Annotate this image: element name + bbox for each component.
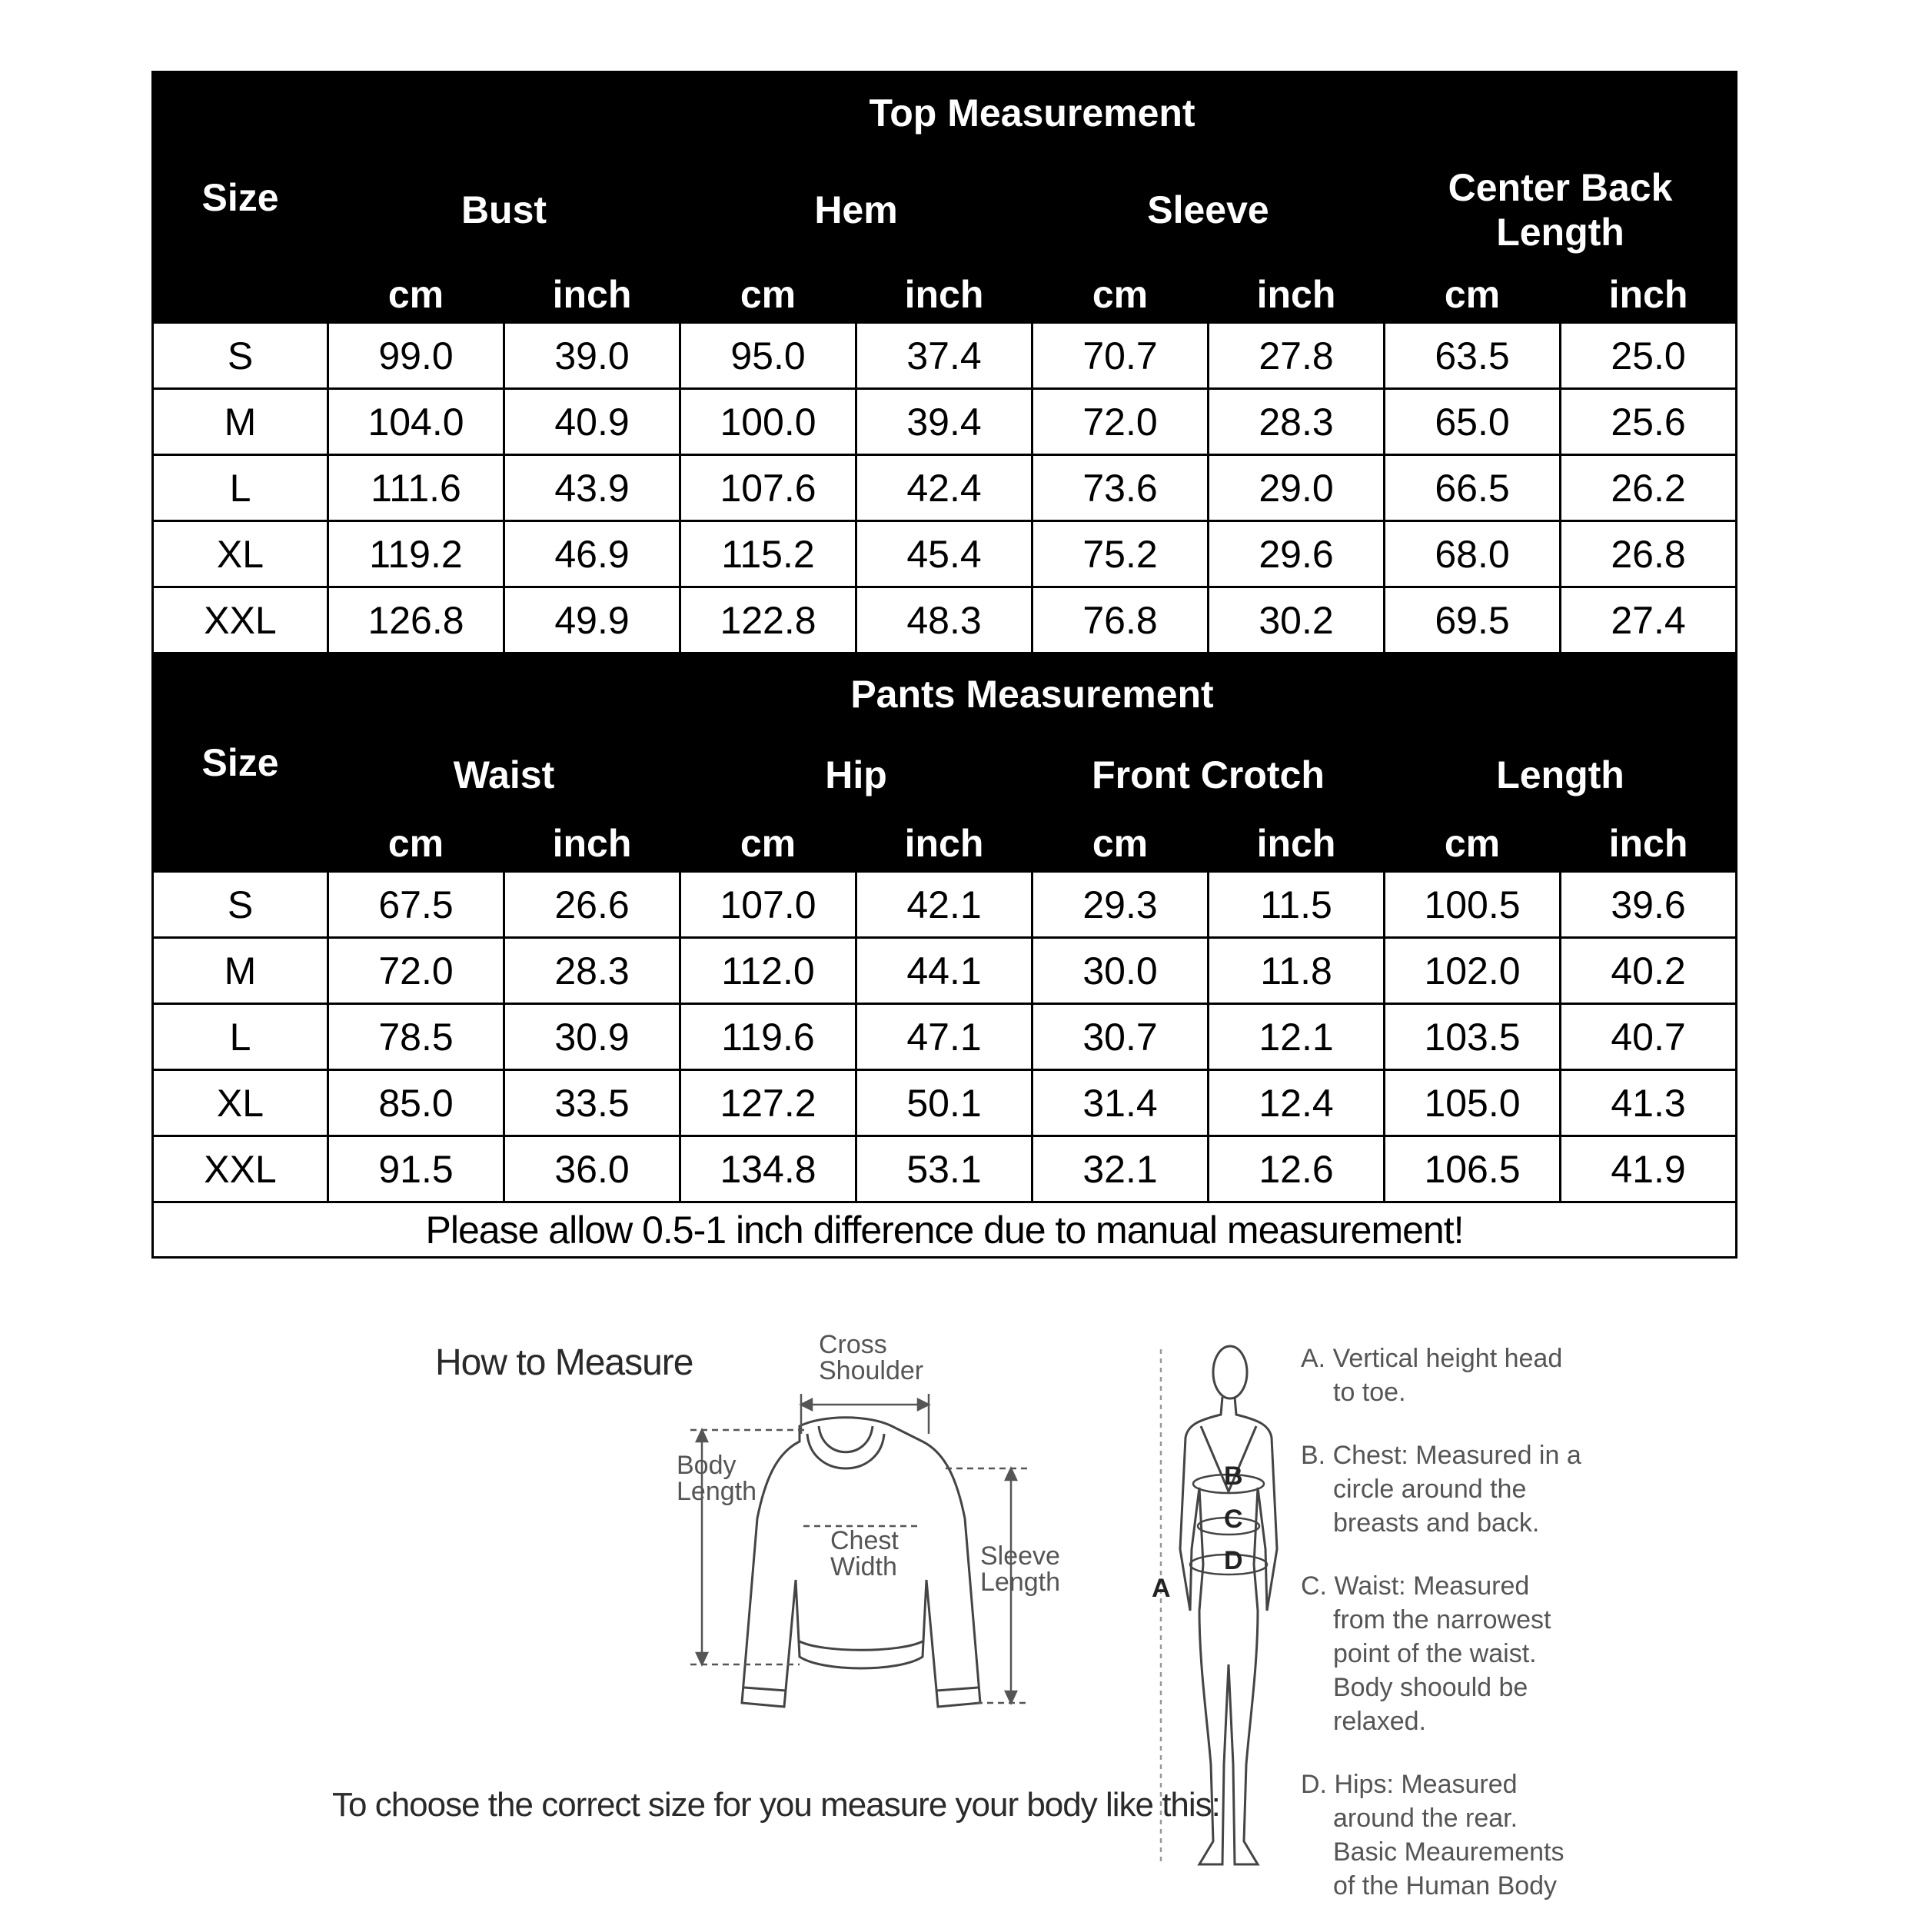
unit-header: inch <box>1561 266 1737 323</box>
note-first-line: C. Waist: Measured <box>1301 1571 1530 1601</box>
sleeve-length-label: Sleeve Length <box>980 1541 1060 1597</box>
measurement-notes <box>1301 1342 1608 1932</box>
size-cell: S <box>153 323 328 389</box>
table-row <box>153 872 1737 938</box>
value-cell: 119.6 <box>680 1004 856 1070</box>
unit-header: cm <box>680 815 856 872</box>
value-cell: 30.2 <box>1209 587 1385 653</box>
group-header-hip: Hip <box>680 735 1032 815</box>
figure-label-a: A <box>1152 1574 1171 1603</box>
group-header-front-crotch: Front Crotch <box>1032 735 1385 815</box>
note-line: from the narrowest <box>1333 1605 1551 1634</box>
value-cell: 28.3 <box>1209 389 1385 455</box>
value-cell: 95.0 <box>680 323 856 389</box>
measurement-note-item <box>1301 1767 1608 1903</box>
value-cell: 11.8 <box>1209 938 1385 1004</box>
pants-size-header: Size <box>153 653 328 872</box>
figure-label-d: D <box>1224 1546 1243 1575</box>
note-line: Body shoould be <box>1333 1673 1528 1702</box>
group-header-center-back-length: Center Back Length <box>1385 154 1737 266</box>
value-cell: 42.1 <box>856 872 1032 938</box>
value-cell: 75.2 <box>1032 521 1209 587</box>
top-size-header: Size <box>153 72 328 323</box>
unit-header: cm <box>328 266 504 323</box>
value-cell: 68.0 <box>1385 521 1561 587</box>
value-cell: 100.5 <box>1385 872 1561 938</box>
value-cell: 28.3 <box>504 938 680 1004</box>
value-cell: 67.5 <box>328 872 504 938</box>
size-chart-table <box>151 71 1737 1259</box>
note-line: breasts and back. <box>1333 1508 1540 1538</box>
value-cell: 31.4 <box>1032 1070 1209 1136</box>
group-header-waist: Waist <box>328 735 680 815</box>
note-line: circle around the <box>1333 1475 1527 1504</box>
pants-measurement-section <box>153 653 1737 872</box>
value-cell: 111.6 <box>328 455 504 521</box>
unit-header: inch <box>504 266 680 323</box>
note-first-line: D. Hips: Measured <box>1301 1770 1518 1799</box>
value-cell: 122.8 <box>680 587 856 653</box>
value-cell: 33.5 <box>504 1070 680 1136</box>
measurement-note: Please allow 0.5-1 inch difference due to manual measurement! <box>153 1202 1737 1258</box>
value-cell: 29.0 <box>1209 455 1385 521</box>
value-cell: 53.1 <box>856 1136 1032 1202</box>
size-cell: M <box>153 938 328 1004</box>
pants-data-rows <box>153 872 1737 1202</box>
table-row <box>153 587 1737 653</box>
size-cell: L <box>153 455 328 521</box>
value-cell: 27.8 <box>1209 323 1385 389</box>
how-to-measure-title: How to Measure <box>435 1342 693 1383</box>
value-cell: 70.7 <box>1032 323 1209 389</box>
value-cell: 72.0 <box>328 938 504 1004</box>
value-cell: 66.5 <box>1385 455 1561 521</box>
value-cell: 40.2 <box>1561 938 1737 1004</box>
value-cell: 47.1 <box>856 1004 1032 1070</box>
value-cell: 50.1 <box>856 1070 1032 1136</box>
value-cell: 102.0 <box>1385 938 1561 1004</box>
table-row <box>153 1136 1737 1202</box>
value-cell: 119.2 <box>328 521 504 587</box>
table-row <box>153 938 1737 1004</box>
figure-label-b: B <box>1224 1461 1243 1491</box>
value-cell: 127.2 <box>680 1070 856 1136</box>
value-cell: 30.7 <box>1032 1004 1209 1070</box>
unit-header: inch <box>1561 815 1737 872</box>
value-cell: 12.4 <box>1209 1070 1385 1136</box>
value-cell: 112.0 <box>680 938 856 1004</box>
value-cell: 27.4 <box>1561 587 1737 653</box>
value-cell: 104.0 <box>328 389 504 455</box>
value-cell: 105.0 <box>1385 1070 1561 1136</box>
value-cell: 85.0 <box>328 1070 504 1136</box>
value-cell: 107.6 <box>680 455 856 521</box>
value-cell: 72.0 <box>1032 389 1209 455</box>
table-row <box>153 455 1737 521</box>
top-measurement-section <box>153 72 1737 323</box>
note-line: of the Human Body <box>1333 1871 1558 1900</box>
value-cell: 40.7 <box>1561 1004 1737 1070</box>
value-cell: 26.6 <box>504 872 680 938</box>
pants-measurement-title: Pants Measurement <box>328 653 1737 735</box>
unit-header: cm <box>1032 815 1209 872</box>
value-cell: 43.9 <box>504 455 680 521</box>
unit-header: inch <box>1209 266 1385 323</box>
size-cell: XL <box>153 1070 328 1136</box>
value-cell: 48.3 <box>856 587 1032 653</box>
size-cell: S <box>153 872 328 938</box>
value-cell: 44.1 <box>856 938 1032 1004</box>
value-cell: 37.4 <box>856 323 1032 389</box>
value-cell: 42.4 <box>856 455 1032 521</box>
value-cell: 63.5 <box>1385 323 1561 389</box>
unit-header: cm <box>1385 266 1561 323</box>
measurement-note-item <box>1301 1438 1608 1540</box>
measurement-note-item <box>1301 1569 1608 1738</box>
pants-unit-row <box>153 815 1737 872</box>
value-cell: 25.0 <box>1561 323 1737 389</box>
sweater-diagram-icon <box>669 1326 1084 1741</box>
value-cell: 41.3 <box>1561 1070 1737 1136</box>
table-row <box>153 389 1737 455</box>
value-cell: 11.5 <box>1209 872 1385 938</box>
group-header-sleeve: Sleeve <box>1032 154 1385 266</box>
unit-header: inch <box>856 815 1032 872</box>
value-cell: 73.6 <box>1032 455 1209 521</box>
group-header-bust: Bust <box>328 154 680 266</box>
value-cell: 115.2 <box>680 521 856 587</box>
value-cell: 107.0 <box>680 872 856 938</box>
chest-width-label: Chest Width <box>830 1526 899 1581</box>
unit-header: cm <box>1032 266 1209 323</box>
note-line: around the rear. <box>1333 1804 1518 1833</box>
value-cell: 39.4 <box>856 389 1032 455</box>
unit-header: inch <box>504 815 680 872</box>
table-row <box>153 521 1737 587</box>
value-cell: 26.2 <box>1561 455 1737 521</box>
group-header-hem: Hem <box>680 154 1032 266</box>
value-cell: 49.9 <box>504 587 680 653</box>
value-cell: 30.9 <box>504 1004 680 1070</box>
value-cell: 100.0 <box>680 389 856 455</box>
note-line: Basic Meaurements <box>1333 1837 1565 1867</box>
choose-size-instruction: To choose the correct size for you measure your body like this: <box>332 1786 1220 1824</box>
value-cell: 25.6 <box>1561 389 1737 455</box>
note-line: point of the waist. <box>1333 1639 1537 1668</box>
value-cell: 26.8 <box>1561 521 1737 587</box>
unit-header: cm <box>328 815 504 872</box>
value-cell: 103.5 <box>1385 1004 1561 1070</box>
size-cell: XXL <box>153 1136 328 1202</box>
value-cell: 39.6 <box>1561 872 1737 938</box>
body-length-label: Body Length <box>677 1451 756 1506</box>
top-unit-row <box>153 266 1737 323</box>
group-header-length: Length <box>1385 735 1737 815</box>
value-cell: 69.5 <box>1385 587 1561 653</box>
top-measurement-title: Top Measurement <box>328 72 1737 154</box>
note-line: relaxed. <box>1333 1707 1426 1736</box>
unit-header: inch <box>1209 815 1385 872</box>
top-data-rows <box>153 323 1737 653</box>
value-cell: 78.5 <box>328 1004 504 1070</box>
measurement-note-item <box>1301 1342 1608 1409</box>
value-cell: 40.9 <box>504 389 680 455</box>
value-cell: 76.8 <box>1032 587 1209 653</box>
note-line: to toe. <box>1333 1378 1406 1407</box>
size-cell: M <box>153 389 328 455</box>
figure-label-c: C <box>1224 1505 1243 1534</box>
value-cell: 46.9 <box>504 521 680 587</box>
size-cell: L <box>153 1004 328 1070</box>
value-cell: 12.6 <box>1209 1136 1385 1202</box>
value-cell: 32.1 <box>1032 1136 1209 1202</box>
table-row <box>153 1004 1737 1070</box>
cross-shoulder-label: Cross Shoulder <box>819 1330 924 1385</box>
value-cell: 39.0 <box>504 323 680 389</box>
note-first-line: A. Vertical height head <box>1301 1344 1563 1373</box>
size-cell: XXL <box>153 587 328 653</box>
value-cell: 65.0 <box>1385 389 1561 455</box>
size-cell: XL <box>153 521 328 587</box>
value-cell: 36.0 <box>504 1136 680 1202</box>
value-cell: 99.0 <box>328 323 504 389</box>
value-cell: 106.5 <box>1385 1136 1561 1202</box>
unit-header: cm <box>680 266 856 323</box>
value-cell: 41.9 <box>1561 1136 1737 1202</box>
value-cell: 91.5 <box>328 1136 504 1202</box>
table-row <box>153 323 1737 389</box>
value-cell: 126.8 <box>328 587 504 653</box>
value-cell: 12.1 <box>1209 1004 1385 1070</box>
unit-header: cm <box>1385 815 1561 872</box>
value-cell: 29.3 <box>1032 872 1209 938</box>
value-cell: 30.0 <box>1032 938 1209 1004</box>
note-first-line: B. Chest: Measured in a <box>1301 1441 1581 1470</box>
unit-header: inch <box>856 266 1032 323</box>
value-cell: 29.6 <box>1209 521 1385 587</box>
value-cell: 134.8 <box>680 1136 856 1202</box>
value-cell: 45.4 <box>856 521 1032 587</box>
human-body-figure-icon <box>1146 1334 1299 1887</box>
table-row <box>153 1070 1737 1136</box>
